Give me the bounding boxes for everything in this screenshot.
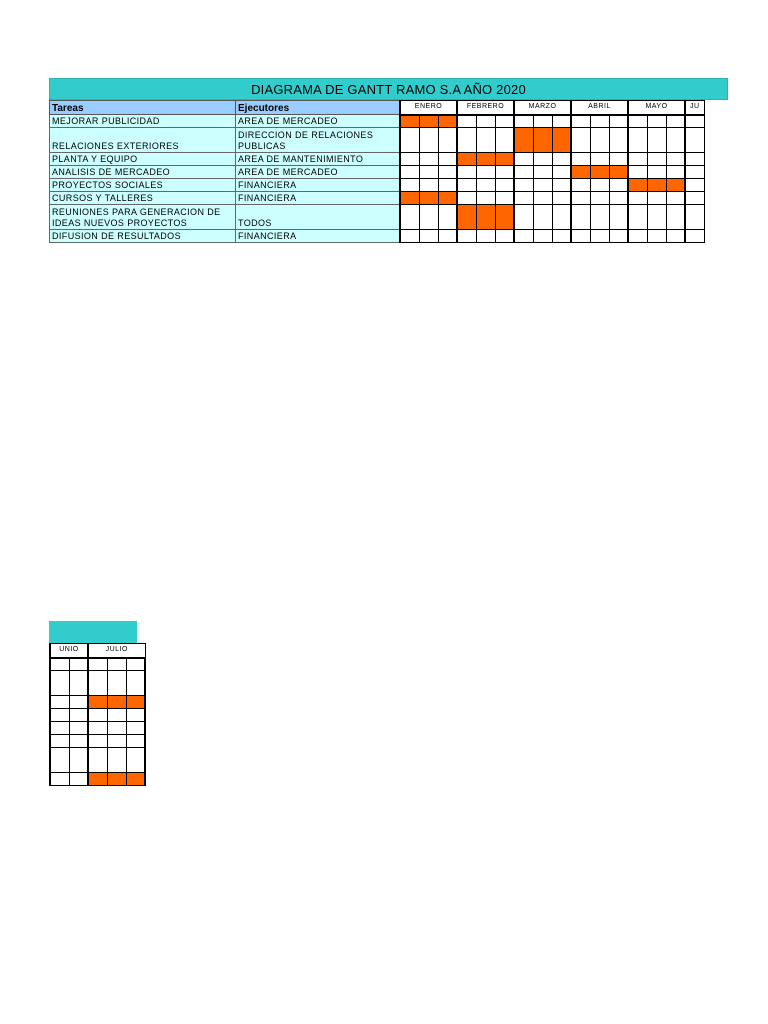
week-cell: [126, 696, 145, 709]
week-cell: [50, 709, 69, 722]
week-cell: [400, 230, 419, 243]
week-cell: [647, 179, 666, 192]
week-cell: [514, 166, 533, 179]
week-cell: [495, 153, 514, 166]
table-row: [50, 166, 400, 179]
gantt-grid-continued: [49, 643, 146, 786]
week-cell: [50, 773, 69, 786]
month-label: FEBRERO: [457, 101, 514, 115]
week-cell: [647, 192, 666, 205]
week-cell: [590, 179, 609, 192]
week-cell: [666, 115, 685, 128]
week-cell: [571, 192, 590, 205]
week-cell: [533, 166, 552, 179]
week-cell: [685, 153, 704, 166]
task-cell: MEJORAR PUBLICIDAD: [50, 115, 236, 128]
task-cell: ANALISIS DE MERCADEO: [50, 166, 236, 179]
page-title: DIAGRAMA DE GANTT RAMO S.A AÑO 2020: [49, 78, 728, 100]
continued-title-band: [49, 621, 137, 643]
week-cell: [50, 658, 69, 671]
week-cell: [666, 166, 685, 179]
week-cell: [457, 179, 476, 192]
week-cell: [107, 773, 126, 786]
week-cell: [628, 166, 647, 179]
month-header-row: [400, 101, 704, 115]
week-cell: [69, 658, 88, 671]
week-cell: [666, 230, 685, 243]
gantt-row: [50, 658, 145, 671]
week-cell: [457, 153, 476, 166]
week-cell: [685, 192, 704, 205]
week-cell: [552, 179, 571, 192]
gantt-row: [50, 671, 145, 696]
week-cell: [107, 658, 126, 671]
gantt-row: [50, 722, 145, 735]
week-cell: [419, 179, 438, 192]
week-cell: [609, 166, 628, 179]
week-cell: [514, 230, 533, 243]
week-cell: [609, 205, 628, 230]
week-cell: [419, 230, 438, 243]
week-cell: [571, 166, 590, 179]
week-cell: [590, 205, 609, 230]
week-cell: [400, 166, 419, 179]
week-cell: [647, 205, 666, 230]
week-cell: [107, 696, 126, 709]
week-cell: [438, 128, 457, 153]
week-cell: [685, 230, 704, 243]
week-cell: [514, 128, 533, 153]
week-cell: [552, 230, 571, 243]
gantt-grid: [399, 100, 705, 243]
task-table: [49, 100, 400, 243]
gantt-row: [50, 696, 145, 709]
week-cell: [514, 153, 533, 166]
week-cell: [476, 230, 495, 243]
week-cell: [571, 205, 590, 230]
month-label: MAYO: [628, 101, 685, 115]
week-cell: [107, 735, 126, 748]
task-cell: RELACIONES EXTERIORES: [50, 128, 236, 153]
executor-cell: DIRECCION DE RELACIONES PUBLICAS: [236, 128, 400, 153]
week-cell: [590, 115, 609, 128]
gantt-row: [400, 205, 704, 230]
week-cell: [590, 153, 609, 166]
week-cell: [419, 205, 438, 230]
week-cell: [88, 773, 107, 786]
week-cell: [50, 735, 69, 748]
week-cell: [438, 115, 457, 128]
week-cell: [685, 128, 704, 153]
week-cell: [514, 179, 533, 192]
week-cell: [628, 179, 647, 192]
week-cell: [571, 153, 590, 166]
week-cell: [88, 671, 107, 696]
week-cell: [88, 658, 107, 671]
week-cell: [50, 696, 69, 709]
week-cell: [647, 230, 666, 243]
week-cell: [666, 179, 685, 192]
week-cell: [438, 230, 457, 243]
week-cell: [609, 230, 628, 243]
week-cell: [438, 205, 457, 230]
week-cell: [126, 709, 145, 722]
week-cell: [88, 722, 107, 735]
week-cell: [514, 192, 533, 205]
tasks-header: Tareas: [50, 101, 236, 115]
week-cell: [419, 153, 438, 166]
week-cell: [533, 179, 552, 192]
week-cell: [552, 153, 571, 166]
week-cell: [685, 166, 704, 179]
week-cell: [533, 205, 552, 230]
week-cell: [609, 153, 628, 166]
week-cell: [107, 709, 126, 722]
week-cell: [552, 128, 571, 153]
week-cell: [457, 192, 476, 205]
week-cell: [495, 179, 514, 192]
week-cell: [609, 179, 628, 192]
executor-cell: FINANCIERA: [236, 179, 400, 192]
week-cell: [590, 166, 609, 179]
week-cell: [647, 166, 666, 179]
week-cell: [107, 748, 126, 773]
week-cell: [552, 205, 571, 230]
week-cell: [400, 179, 419, 192]
week-cell: [126, 671, 145, 696]
table-row: [50, 205, 400, 230]
week-cell: [647, 128, 666, 153]
gantt-row: [400, 166, 704, 179]
week-cell: [457, 115, 476, 128]
gantt-row: [50, 735, 145, 748]
week-cell: [590, 128, 609, 153]
week-cell: [438, 166, 457, 179]
week-cell: [647, 115, 666, 128]
week-cell: [628, 115, 647, 128]
week-cell: [628, 153, 647, 166]
week-cell: [495, 192, 514, 205]
task-cell: PROYECTOS SOCIALES: [50, 179, 236, 192]
week-cell: [88, 748, 107, 773]
week-cell: [400, 192, 419, 205]
week-cell: [552, 115, 571, 128]
executor-cell: TODOS: [236, 205, 400, 230]
week-cell: [476, 192, 495, 205]
week-cell: [69, 671, 88, 696]
week-cell: [552, 166, 571, 179]
week-cell: [571, 128, 590, 153]
week-cell: [69, 722, 88, 735]
week-cell: [400, 128, 419, 153]
week-cell: [609, 115, 628, 128]
week-cell: [457, 128, 476, 153]
week-cell: [533, 128, 552, 153]
gantt-row: [400, 179, 704, 192]
week-cell: [107, 671, 126, 696]
month-label: UNIO: [50, 644, 88, 658]
week-cell: [69, 748, 88, 773]
week-cell: [419, 115, 438, 128]
gantt-row: [400, 230, 704, 243]
executor-cell: AREA DE MERCADEO: [236, 166, 400, 179]
week-cell: [50, 671, 69, 696]
week-cell: [438, 192, 457, 205]
week-cell: [400, 115, 419, 128]
week-cell: [590, 230, 609, 243]
week-cell: [514, 115, 533, 128]
week-cell: [69, 709, 88, 722]
table-row: [50, 192, 400, 205]
month-label: ABRIL: [571, 101, 628, 115]
gantt-row: [400, 153, 704, 166]
week-cell: [419, 166, 438, 179]
month-label: MARZO: [514, 101, 571, 115]
week-cell: [590, 192, 609, 205]
gantt-row: [400, 192, 704, 205]
week-cell: [126, 658, 145, 671]
week-cell: [628, 192, 647, 205]
week-cell: [495, 115, 514, 128]
week-cell: [533, 230, 552, 243]
table-row: [50, 179, 400, 192]
week-cell: [476, 115, 495, 128]
executor-cell: AREA DE MERCADEO: [236, 115, 400, 128]
week-cell: [552, 192, 571, 205]
table-row: [50, 115, 400, 128]
gantt-row: [50, 709, 145, 722]
gantt-row: [400, 115, 704, 128]
month-label: ENERO: [400, 101, 457, 115]
week-cell: [476, 153, 495, 166]
gantt-row: [50, 748, 145, 773]
week-cell: [628, 205, 647, 230]
executor-cell: FINANCIERA: [236, 230, 400, 243]
week-cell: [457, 230, 476, 243]
week-cell: [69, 773, 88, 786]
week-cell: [666, 153, 685, 166]
month-label: JU: [685, 101, 704, 115]
week-cell: [571, 179, 590, 192]
week-cell: [571, 115, 590, 128]
week-cell: [476, 179, 495, 192]
table-row: [50, 230, 400, 243]
week-cell: [50, 748, 69, 773]
week-cell: [609, 128, 628, 153]
week-cell: [107, 722, 126, 735]
week-cell: [628, 128, 647, 153]
executor-cell: AREA DE MANTENIMIENTO: [236, 153, 400, 166]
week-cell: [69, 696, 88, 709]
week-cell: [514, 205, 533, 230]
week-cell: [438, 179, 457, 192]
header-row: [50, 101, 400, 115]
week-cell: [476, 128, 495, 153]
week-cell: [88, 696, 107, 709]
week-cell: [419, 128, 438, 153]
week-cell: [50, 722, 69, 735]
week-cell: [647, 153, 666, 166]
table-row: [50, 128, 400, 153]
task-cell: PLANTA Y EQUIPO: [50, 153, 236, 166]
week-cell: [126, 735, 145, 748]
week-cell: [88, 709, 107, 722]
task-cell: CURSOS Y TALLERES: [50, 192, 236, 205]
week-cell: [571, 230, 590, 243]
week-cell: [438, 153, 457, 166]
week-cell: [126, 722, 145, 735]
week-cell: [419, 192, 438, 205]
week-cell: [495, 230, 514, 243]
week-cell: [666, 128, 685, 153]
week-cell: [609, 192, 628, 205]
task-cell: DIFUSION DE RESULTADOS: [50, 230, 236, 243]
week-cell: [457, 166, 476, 179]
week-cell: [88, 735, 107, 748]
week-cell: [495, 166, 514, 179]
week-cell: [628, 230, 647, 243]
week-cell: [533, 192, 552, 205]
week-cell: [69, 735, 88, 748]
week-cell: [126, 748, 145, 773]
week-cell: [533, 153, 552, 166]
week-cell: [126, 773, 145, 786]
task-cell: REUNIONES PARA GENERACION DE IDEAS NUEVOS PROYECTOS: [50, 205, 236, 230]
week-cell: [495, 128, 514, 153]
executor-cell: FINANCIERA: [236, 192, 400, 205]
gantt-row: [400, 128, 704, 153]
week-cell: [685, 179, 704, 192]
week-cell: [476, 205, 495, 230]
week-cell: [495, 205, 514, 230]
week-cell: [400, 205, 419, 230]
week-cell: [685, 205, 704, 230]
week-cell: [666, 205, 685, 230]
gantt-row: [50, 773, 145, 786]
month-label: JULIO: [88, 644, 145, 658]
week-cell: [685, 115, 704, 128]
table-row: [50, 153, 400, 166]
week-cell: [457, 205, 476, 230]
week-cell: [476, 166, 495, 179]
week-cell: [666, 192, 685, 205]
month-header-row: [50, 644, 145, 658]
executors-header: Ejecutores: [236, 101, 400, 115]
week-cell: [400, 153, 419, 166]
week-cell: [533, 115, 552, 128]
